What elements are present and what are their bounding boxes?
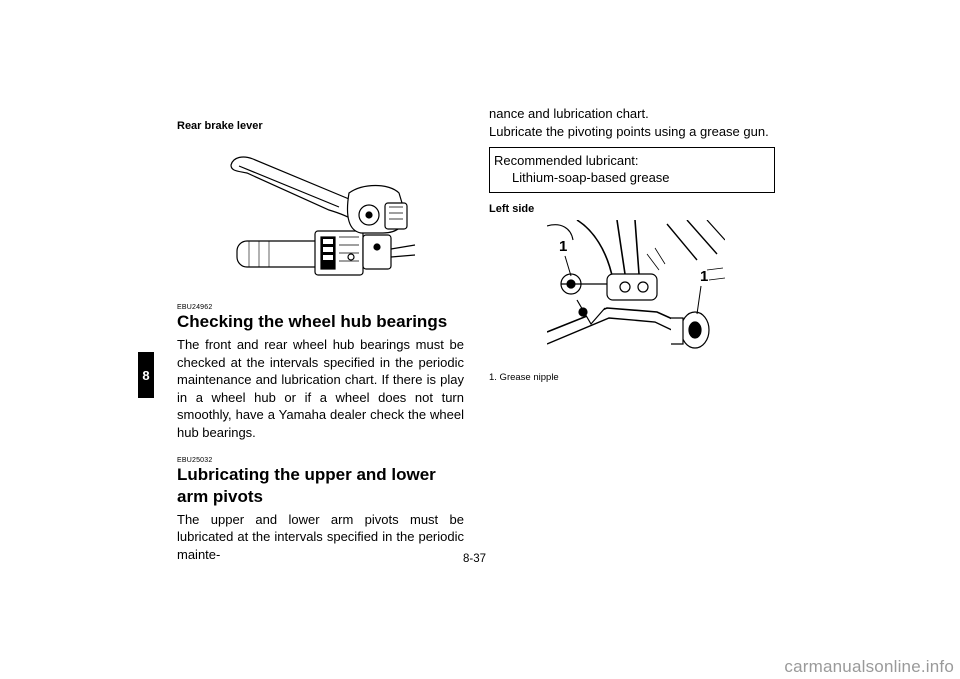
figure-legend: 1. Grease nipple [489, 372, 559, 383]
page-number: 8-37 [463, 553, 487, 565]
chapter-tab: 8 [138, 352, 154, 398]
brake-lever-illustration [229, 153, 464, 288]
body-arm-pivots: The upper and lower arm pivots must be lubricated at the intervals specified in the periodic mainte- [177, 511, 464, 562]
left-column [177, 120, 464, 563]
section-code-2: EBU25032 [177, 457, 213, 465]
recommended-lubricant-box [489, 147, 775, 193]
callout-1-upper: 1 [559, 238, 568, 255]
instruction-text: Lubricate the pivoting points using a grease gun. [489, 123, 769, 139]
heading-arm-pivots: Lubricating the upper and lower arm pivots [177, 465, 436, 506]
lubricant-value: Lithium-soap-based grease [512, 170, 670, 185]
continued-text: nance and lubrication chart. [489, 106, 649, 121]
body-wheel-hub-bearings: The front and rear wheel hub bearings must be checked at the intervals specified in the periodic maintenance and lubrication chart. If there is play in a wheel hub or if a wheel does not turn smoothly, have a Yamaha dealer check the wheel hub bearings. [177, 337, 464, 440]
lubricant-label: Recommended lubricant: [494, 153, 639, 168]
figure-caption-left-side: Left side [489, 203, 535, 215]
callout-1-lower: 1 [700, 268, 709, 285]
heading-wheel-hub-bearings: Checking the wheel hub bearings [177, 312, 448, 331]
watermark-text: carmanualsonline.info [784, 657, 954, 676]
figure-caption-brake-lever: Rear brake lever [177, 120, 263, 132]
left-side-arm-illustration [547, 220, 725, 356]
right-column [489, 106, 779, 383]
section-code-1: EBU24962 [177, 304, 213, 311]
